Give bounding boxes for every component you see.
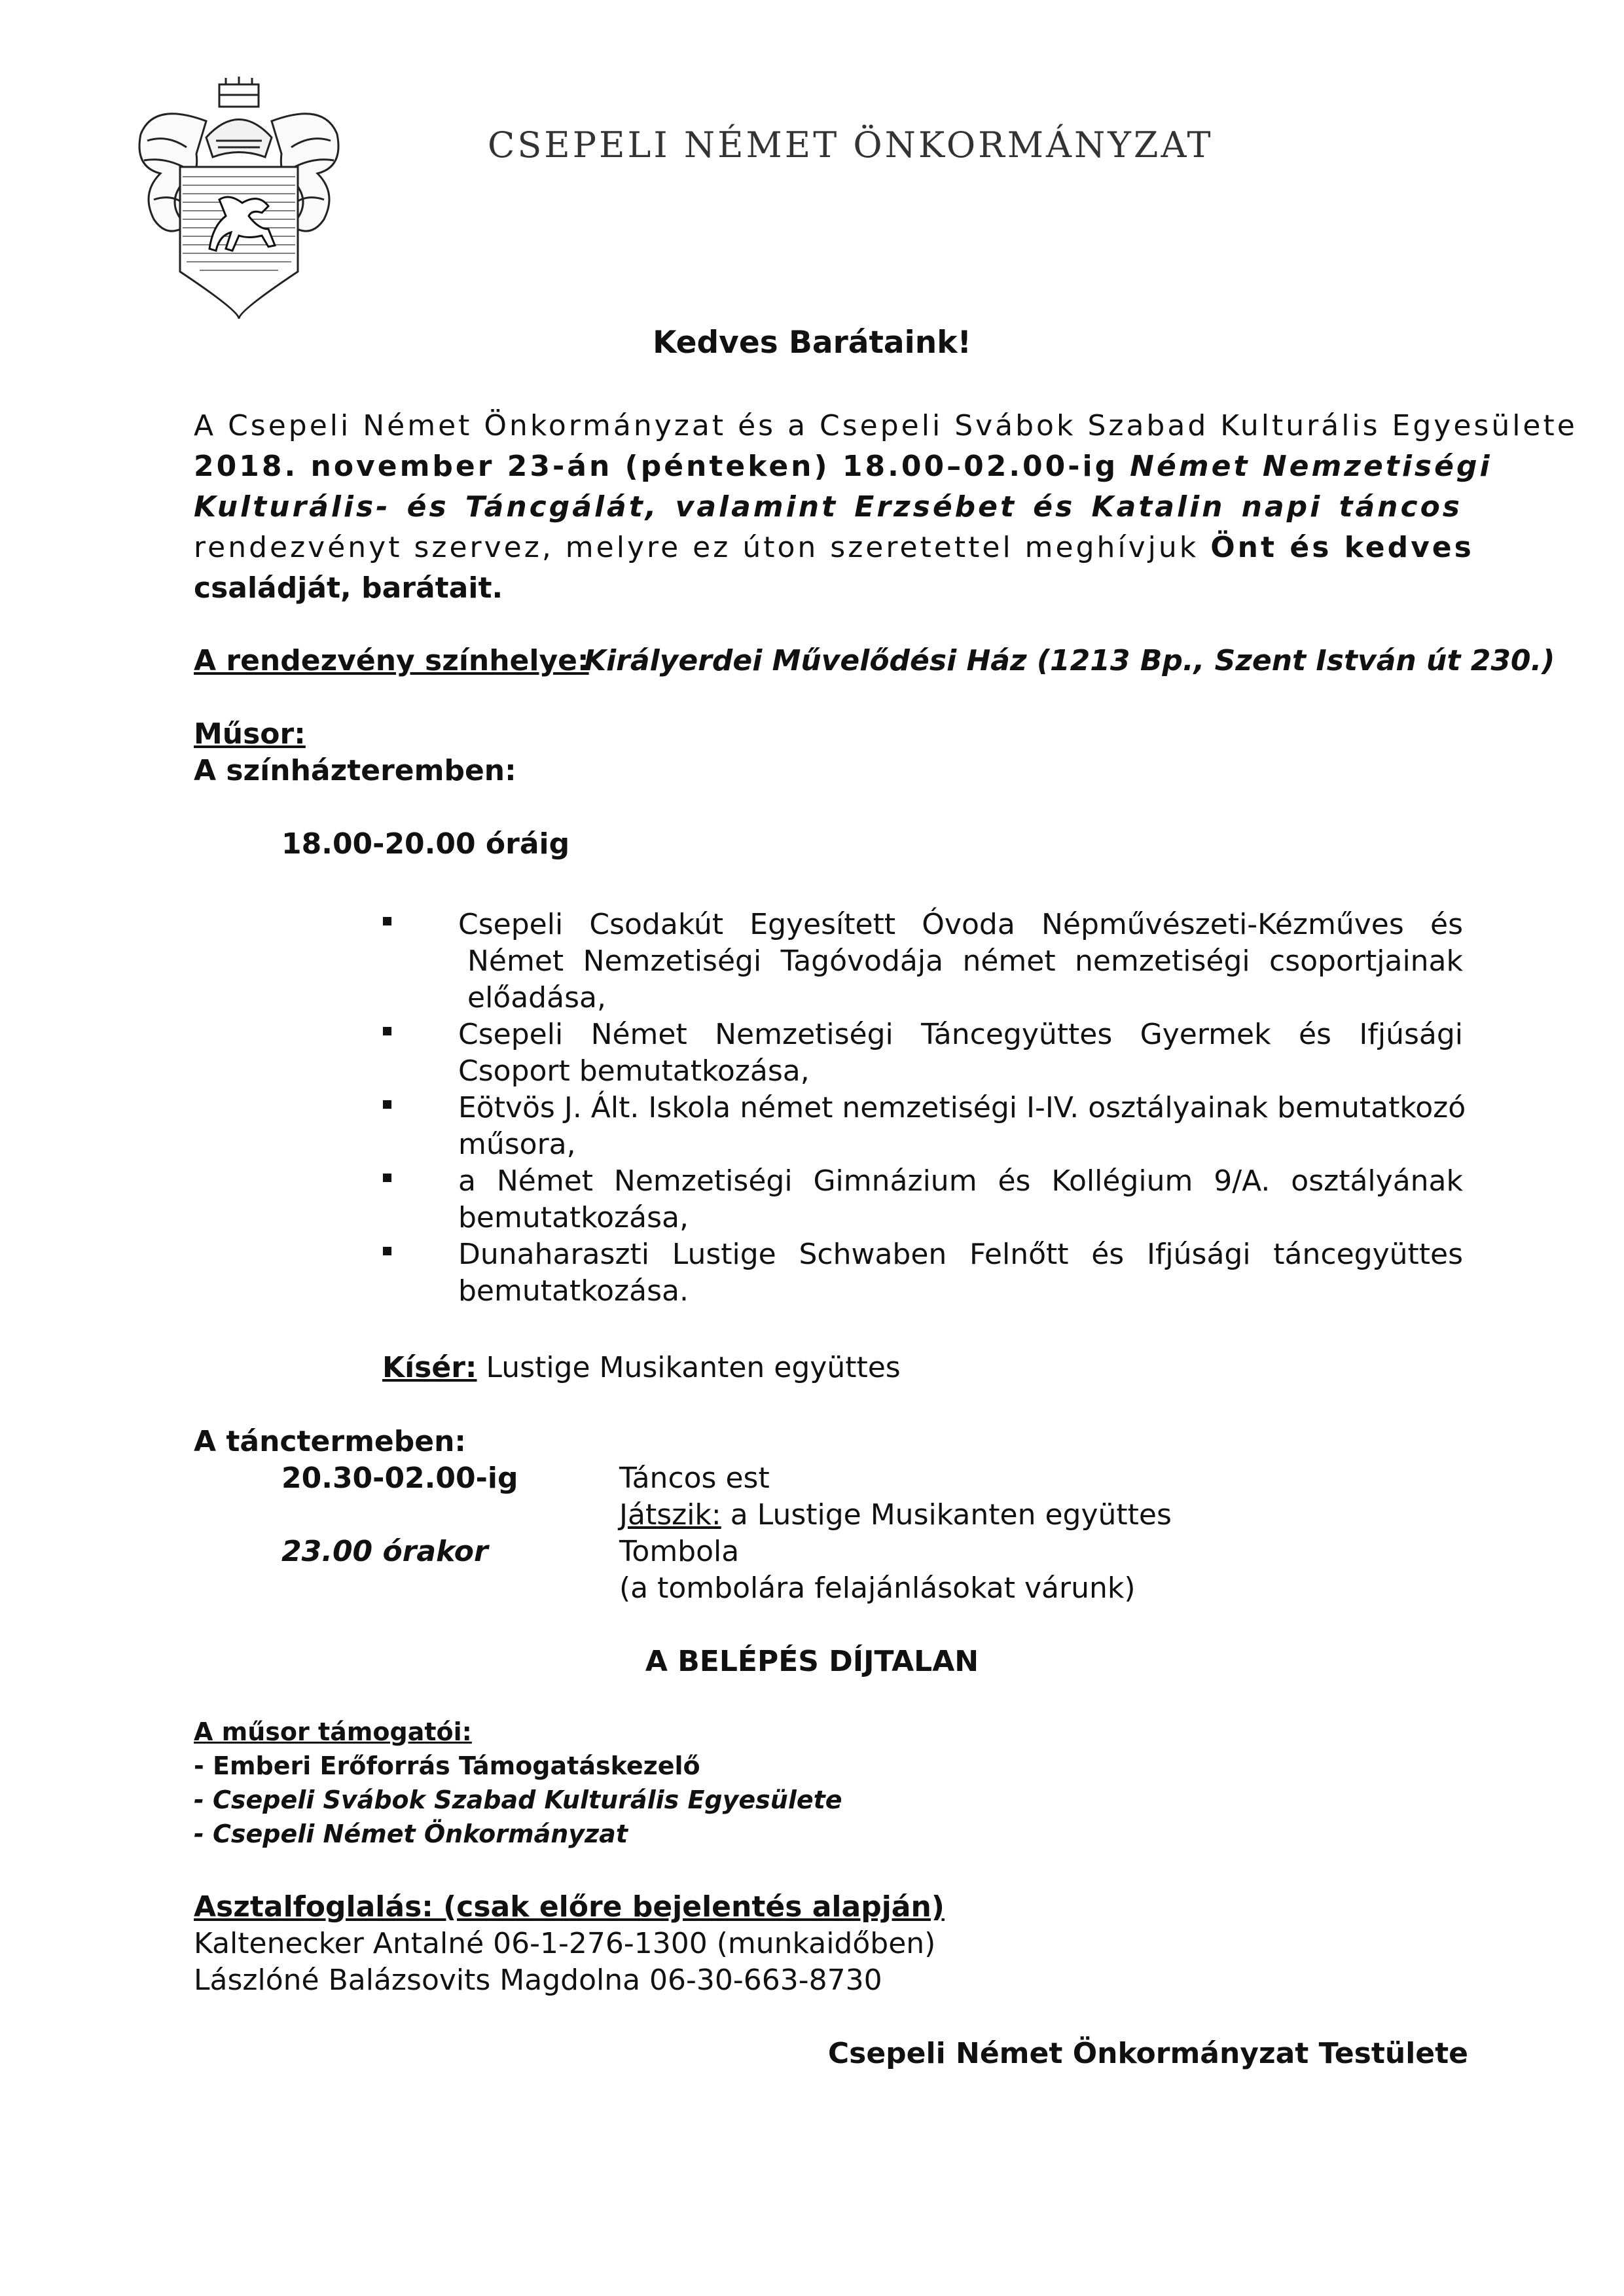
sponsor-item-1: - Emberi Erőforrás Támogatáskezelő xyxy=(194,1751,700,1780)
dance-plays xyxy=(619,1497,1172,1534)
dance-hall-label: A tánctermeben: xyxy=(194,1425,467,1458)
event-title-part1: Német Nemzetiségi xyxy=(1130,450,1492,483)
program-item-text: bemutatkozása. xyxy=(458,1274,689,1308)
reservation-contact-2: Lászlóné Balázsovits Magdolna 06-30-663-8730 xyxy=(194,1964,882,1997)
accompaniment xyxy=(382,1350,901,1386)
venue-label: A rendezvény színhelye: xyxy=(194,644,589,677)
bullet-icon xyxy=(383,1100,391,1109)
program-item-text: Csoport bemutatkozása, xyxy=(458,1054,810,1088)
sponsors-label: A műsor támogatói: xyxy=(194,1717,472,1746)
bullet-icon xyxy=(383,1027,391,1035)
list-item xyxy=(383,906,1463,1016)
program-item-text: Dunaharaszti Lustige Schwaben Felnőtt és Ifjúsági táncegyüttes xyxy=(458,1238,1463,1271)
theatre-time: 18.00-20.00 óráig xyxy=(281,827,570,861)
greeting-heading: Kedves Barátaink! xyxy=(653,325,971,361)
event-date: 2018. november 23-án (pénteken) 18.00–02.00-ig xyxy=(194,450,1119,483)
reservation-label: Asztalfoglalás: (csak előre bejelentés alapján) xyxy=(194,1890,945,1924)
program-item-text: Csepeli Német Nemzetiségi Táncegyüttes Gyermek és Ifjúsági xyxy=(458,1018,1463,1051)
program-label: Műsor: xyxy=(194,717,306,751)
program-item-text: műsora, xyxy=(458,1128,576,1161)
entry-free-notice: A BELÉPÉS DÍJTALAN xyxy=(645,1645,979,1678)
reservation-contact-1: Kaltenecker Antalné 06-1-276-1300 (munkaidőben) xyxy=(194,1927,936,1960)
theatre-label: A színházteremben: xyxy=(194,754,516,787)
program-item-text: bemutatkozása, xyxy=(458,1201,689,1234)
invitee-part2: családját, barátait. xyxy=(194,571,503,605)
sponsor-item-3: - Csepeli Német Önkormányzat xyxy=(194,1820,628,1848)
intro-line-4 xyxy=(194,528,1474,568)
signature: Csepeli Német Önkormányzat Testülete xyxy=(827,2037,1468,2070)
event-title-part2: Kulturális- és Táncgálát, valamint Erzsébet és Katalin napi táncos xyxy=(194,490,1462,524)
bullet-icon xyxy=(383,917,391,925)
list-item xyxy=(383,1090,1466,1163)
dance-event-1: Táncos est xyxy=(619,1462,770,1495)
bullet-icon xyxy=(383,1174,391,1182)
program-item-text: a Német Nemzetiségi Gimnázium és Kollégium 9/A. osztályának xyxy=(458,1164,1463,1198)
accompany-value: Lustige Musikanten együttes xyxy=(486,1351,901,1384)
intro-line-1: A Csepeli Német Önkormányzat és a Csepeli Svábok Szabad Kulturális Egyesülete xyxy=(194,409,1578,442)
list-item xyxy=(383,1016,1463,1090)
dance-time-2: 23.00 órakor xyxy=(281,1535,488,1568)
organization-name: CSEPELI NÉMET ÖNKORMÁNYZAT xyxy=(488,124,1214,166)
program-item-text: előadása, xyxy=(467,981,606,1014)
coat-of-arms-logo xyxy=(128,75,350,321)
bullet-icon xyxy=(383,1247,391,1255)
plays-label: Játszik: xyxy=(619,1498,721,1532)
program-item-text: Csepeli Csodakút Egyesített Óvoda Népművészeti-Kézműves és xyxy=(458,908,1463,941)
invitee-part1: Önt és kedves xyxy=(1210,531,1474,564)
plays-value: a Lustige Musikanten együttes xyxy=(730,1498,1172,1532)
intro-paragraph xyxy=(194,406,1578,609)
program-item-text: Eötvös J. Ált. Iskola német nemzetiségi I-IV. osztályainak bemutatkozó xyxy=(458,1091,1466,1124)
intro-line-2 xyxy=(194,446,1492,487)
list-item xyxy=(383,1236,1463,1310)
dance-time-1: 20.30-02.00-ig xyxy=(281,1462,518,1495)
program-item-text: Német Nemzetiségi Tagóvodája német nemzetiségi csoportjainak xyxy=(467,944,1463,978)
dance-event-2-note: (a tombolára felajánlásokat várunk) xyxy=(619,1571,1136,1605)
program-list xyxy=(383,906,1466,1310)
list-item xyxy=(383,1163,1463,1236)
venue-value: Királyerdei Művelődési Ház (1213 Bp., Szent István út 230.) xyxy=(584,644,1555,677)
invitation-text: rendezvényt szervez, melyre ez úton szeretettel meghívjuk xyxy=(194,531,1199,564)
accompany-label: Kísér: xyxy=(382,1351,477,1384)
sponsor-item-2: - Csepeli Svábok Szabad Kulturális Egyesülete xyxy=(194,1785,842,1814)
dance-event-2: Tombola xyxy=(619,1535,740,1568)
